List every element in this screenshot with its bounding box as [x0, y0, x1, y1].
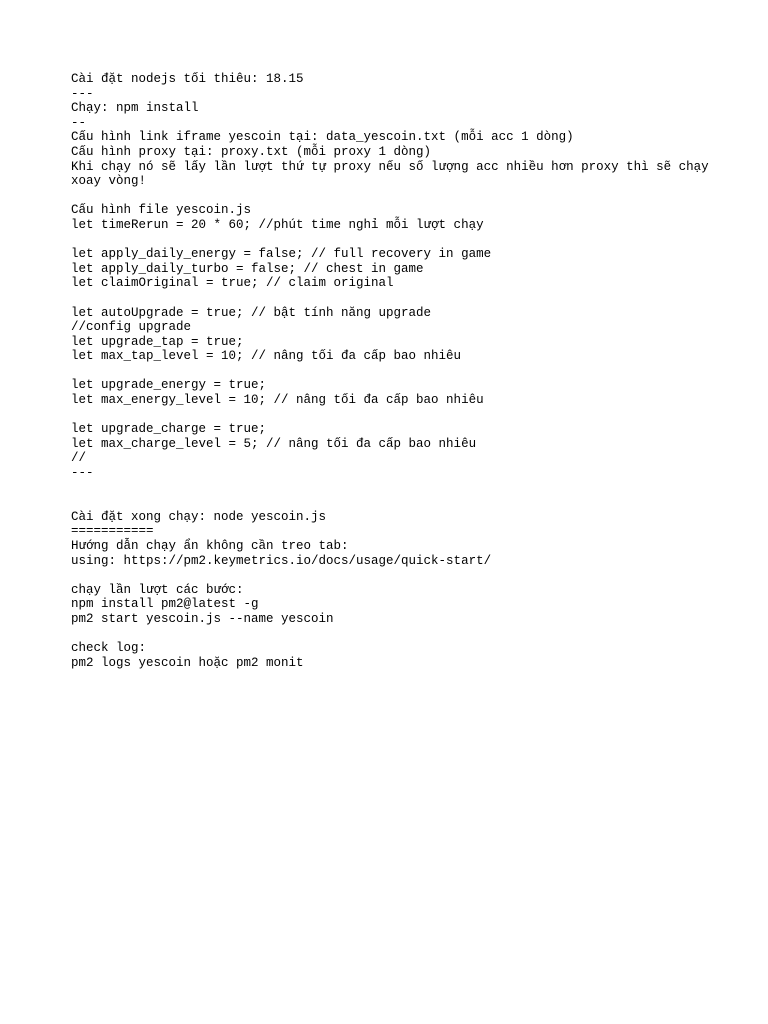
document-line: let max_charge_level = 5; // nâng tối đa cấp bao nhiêu — [71, 436, 477, 451]
document-line: let upgrade_tap = true; — [71, 334, 244, 349]
document-line — [71, 291, 711, 306]
document-line — [71, 568, 711, 583]
document-line: Hướng dẫn chạy ẩn không cần treo tab: — [71, 539, 349, 553]
document-line: let max_tap_level = 10; // nâng tối đa cấp bao nhiêu — [71, 349, 462, 364]
document-line: Cấu hình link iframe yescoin tại: data_yescoin.txt (mỗi acc 1 dòng) — [71, 130, 574, 145]
document-line: Chạy: npm install — [71, 101, 199, 116]
document-line: let apply_daily_turbo = false; // chest in game — [71, 261, 424, 276]
document-line — [71, 408, 711, 423]
document-line: let timeRerun = 20 * 60; //phút time nghỉ mỗi lượt chạy — [71, 217, 484, 232]
document-page — [71, 72, 717, 670]
document-line: using: https://pm2.keymetrics.io/docs/usage/quick-start/ — [71, 553, 492, 568]
document-line: --- — [71, 466, 94, 481]
document-line: pm2 start yescoin.js --name yescoin — [71, 611, 334, 626]
document-line: Cấu hình file yescoin.js — [71, 203, 252, 218]
document-line: let claimOriginal = true; // claim original — [71, 276, 394, 291]
document-line: let upgrade_charge = true; — [71, 422, 267, 437]
document-line: Cài đặt xong chạy: node yescoin.js — [71, 509, 327, 524]
document-line: Cấu hình proxy tại: proxy.txt (mỗi proxy 1 dòng) — [71, 144, 432, 159]
document-line: --- — [71, 86, 94, 101]
document-line: let apply_daily_energy = false; // full recovery in game — [71, 247, 492, 262]
document-line — [71, 233, 711, 248]
document-line — [71, 364, 711, 379]
document-line: check log: — [71, 641, 147, 656]
document-line: Cài đặt nodejs tối thiêu: 18.15 — [71, 72, 304, 86]
document-line: let max_energy_level = 10; // nâng tối đa cấp bao nhiêu — [71, 393, 484, 408]
document-line: // — [71, 451, 87, 466]
document-line — [71, 495, 711, 510]
document-line — [71, 189, 711, 204]
document-line — [71, 481, 711, 496]
document-line: =========== — [71, 524, 154, 539]
document-line: chạy lần lượt các bước: — [71, 582, 244, 597]
document-line: npm install pm2@latest -g — [71, 597, 259, 612]
document-line: let upgrade_energy = true; — [71, 378, 267, 393]
document-line: //config upgrade — [71, 320, 192, 335]
document-line: let autoUpgrade = true; // bật tính năng upgrade — [71, 305, 432, 320]
document-line: Khi chạy nó sẽ lấy lần lượt thứ tự proxy nếu số lượng acc nhiều hơn proxy thì sẽ chạy xoay vòng! — [71, 159, 717, 189]
document-line: -- — [71, 115, 87, 130]
document-line — [71, 627, 711, 642]
document-text — [71, 72, 717, 670]
document-line: pm2 logs yescoin hoặc pm2 monit — [71, 655, 304, 670]
